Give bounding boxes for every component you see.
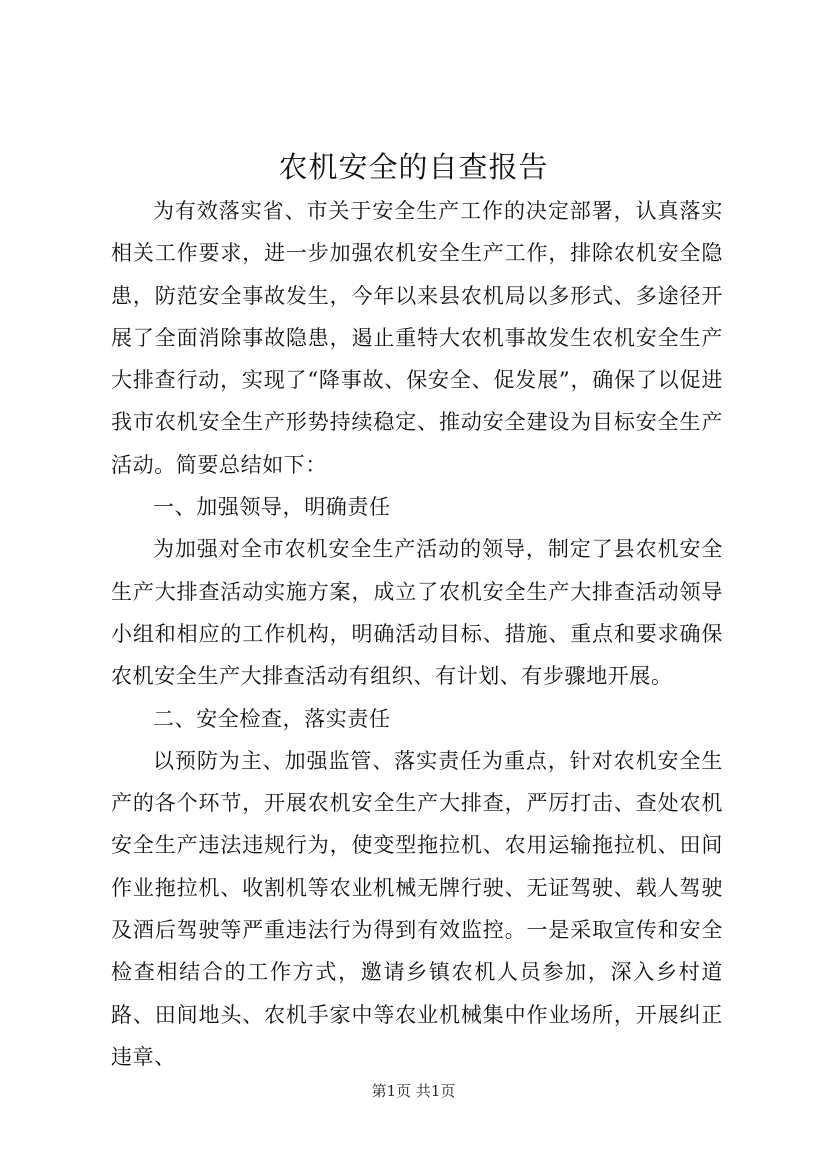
section-1-paragraph: 为加强对全市农机安全生产活动的领导，制定了县农机安全生产大排查活动实施方案，成立了农机安全生产大排查活动领导小组和相应的工作机构，明确活动目标、措施、重点和要求确保农机安全生产大排查活动有组织、有计划、有步骤地开展。 [111,537,723,689]
section-2-paragraph: 以预防为主、加强监管、落实责任为重点，针对农机安全生产的各个环节，开展农机安全生产大排查，严厉打击、查处农机安全生产违法违规行为，使变型拖拉机、农用运输拖拉机、田间作业拖拉机、收割机等农业机械无牌行驶、无证驾驶、载人驾驶及酒后驾驶等严重违法行为得到有效监控。一是采取宣传和安全检查相结合的工作方式，邀请乡镇农机人员参加，深入乡村道路、田间地头、农机手家中等农业机械集中作业场所，开展纠正违章、 [111,748,723,1069]
document-title: 农机安全的自查报告 [278,150,549,184]
document-body [111,190,723,1078]
section-heading-1: 一、加强领导，明确责任 [153,495,391,520]
page-number-footer: 第1页 共1页 [371,1082,456,1100]
section-heading-2: 二、安全检查，落实责任 [153,706,391,731]
intro-paragraph: 为有效落实省、市关于安全生产工作的决定部署，认真落实相关工作要求，进一步加强农机安全生产工作，排除农机安全隐患，防范安全事故发生，今年以来县农机局以多形式、多途径开展了全面消除事故隐患，遏止重特大农机事故发生农机安全生产大排查行动，实现了“降事故、保安全、促发展”，确保了以促进我市农机安全生产形势持续稳定、推动安全建设为目标安全生产活动。简要总结如下： [111,199,723,477]
